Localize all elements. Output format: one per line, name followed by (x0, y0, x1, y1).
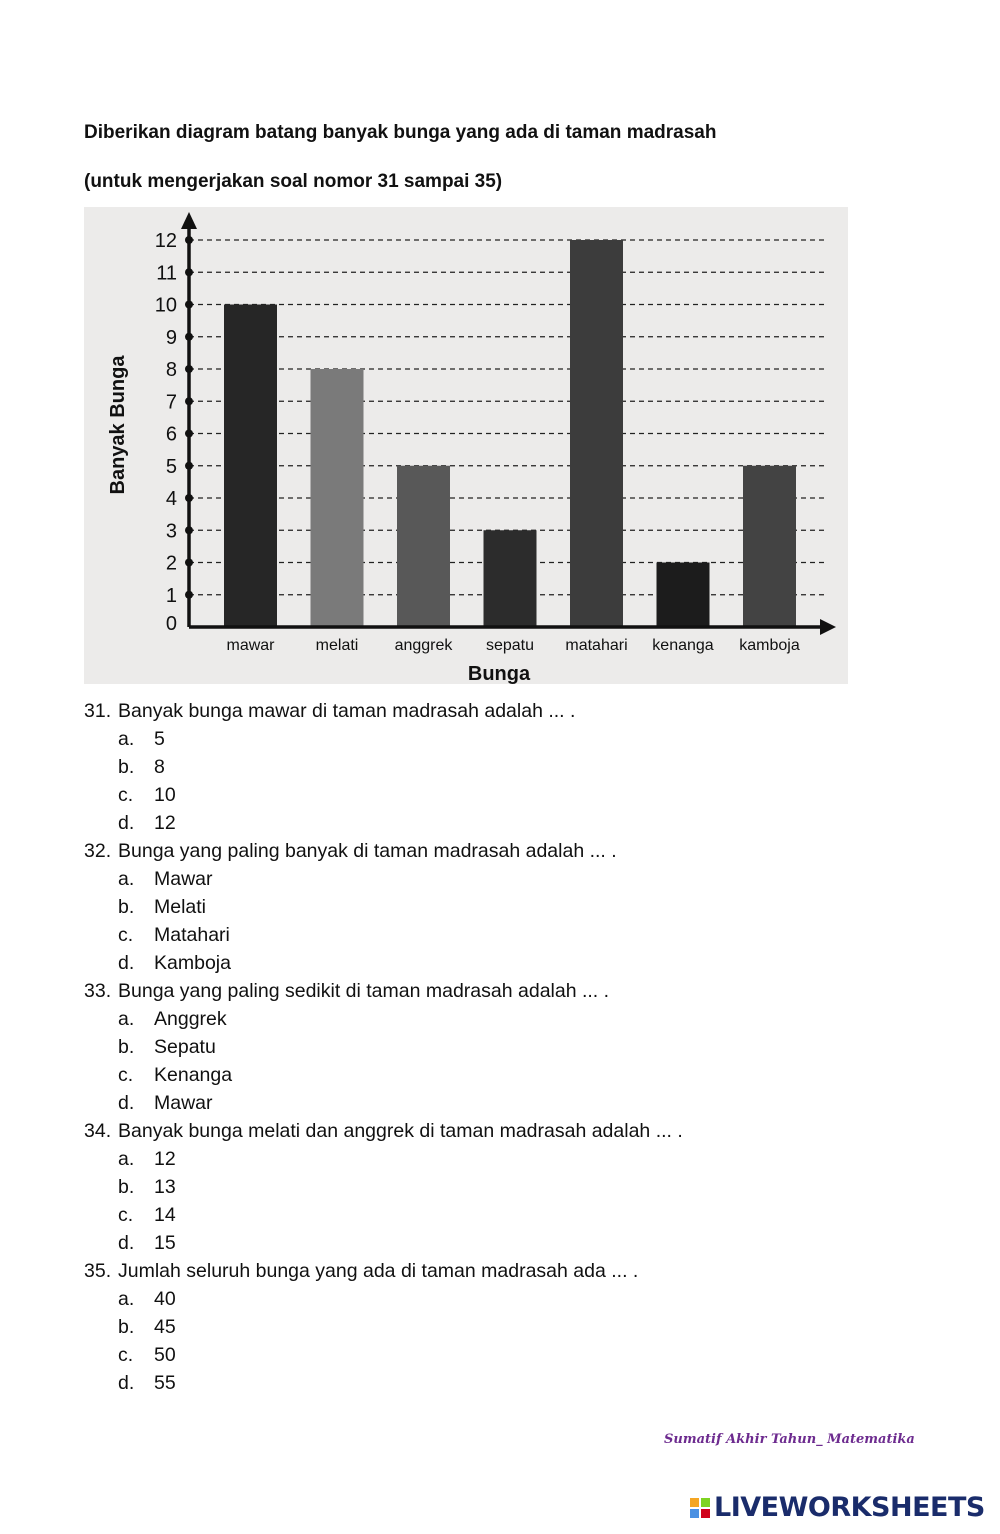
x-tick-label: sepatu (485, 637, 535, 654)
question-text (84, 837, 884, 865)
answer-option[interactable] (118, 1313, 884, 1341)
x-tick-label: kamboja (739, 637, 800, 654)
option-letter: d. (118, 1092, 135, 1114)
option-text: 45 (154, 1316, 176, 1338)
y-axis-arrow (181, 212, 197, 229)
option-letter: c. (118, 1064, 134, 1086)
question-text (84, 1257, 884, 1285)
answer-option[interactable] (118, 1285, 884, 1313)
option-letter: b. (118, 1036, 135, 1058)
option-letter: a. (118, 1008, 135, 1030)
option-letter: c. (118, 784, 134, 806)
option-letter: d. (118, 952, 135, 974)
answer-option[interactable] (118, 1061, 884, 1089)
x-tick-label: matahari (565, 637, 628, 654)
y-tick-label: 3 (165, 520, 177, 543)
bar (224, 305, 277, 628)
option-text: Anggrek (154, 1008, 227, 1030)
option-text: 12 (154, 1148, 176, 1170)
logo-square (701, 1498, 710, 1507)
option-letter: b. (118, 756, 135, 778)
logo-square (690, 1498, 699, 1507)
logo-square (701, 1509, 710, 1518)
option-letter: a. (118, 1288, 135, 1310)
y-tick-label: 12 (154, 230, 177, 252)
answer-option[interactable] (118, 1089, 884, 1117)
option-text: Mawar (154, 1092, 213, 1114)
bar-chart (84, 207, 848, 684)
option-list (84, 865, 884, 977)
option-list (84, 1145, 884, 1257)
option-letter: a. (118, 728, 135, 750)
option-list (84, 1005, 884, 1117)
option-letter: b. (118, 896, 135, 918)
option-letter: b. (118, 1316, 135, 1338)
answer-option[interactable] (118, 1173, 884, 1201)
option-text: 40 (154, 1288, 176, 1310)
answer-option[interactable] (118, 753, 884, 781)
y-tick-label: 4 (165, 488, 177, 510)
question-list (84, 697, 884, 1397)
bar-chart-svg (84, 207, 848, 684)
y-tick-label: 11 (156, 262, 177, 285)
question-stem: Jumlah seluruh bunga yang ada di taman madrasah ada ... . (118, 1260, 639, 1282)
question-text (84, 697, 884, 725)
footer-note: Sumatif Akhir Tahun_ Matematika (664, 1432, 915, 1447)
question-number: 32. (84, 840, 112, 862)
answer-option[interactable] (118, 1033, 884, 1061)
bar (657, 563, 710, 628)
option-text: Melati (154, 896, 207, 918)
option-text: Sepatu (154, 1036, 216, 1058)
answer-option[interactable] (118, 1341, 884, 1369)
option-letter: c. (118, 1344, 134, 1366)
x-tick-label: mawar (226, 637, 275, 654)
answer-option[interactable] (118, 809, 884, 837)
question-block (84, 837, 884, 977)
option-text: 13 (154, 1176, 176, 1198)
answer-option[interactable] (118, 1201, 884, 1229)
option-letter: d. (118, 812, 135, 834)
brand-text: LIVEWORKSHEETS (714, 1492, 985, 1523)
option-text: Mawar (154, 868, 213, 890)
option-letter: d. (118, 1372, 135, 1394)
liveworksheets-icon (690, 1498, 710, 1518)
brand-logo[interactable] (690, 1492, 985, 1523)
worksheet-subheading: (untuk mengerjakan soal nomor 31 sampai 35) (84, 171, 503, 192)
question-number: 34. (84, 1120, 112, 1142)
question-block (84, 1117, 884, 1257)
y-tick-label: 7 (165, 391, 177, 414)
option-text: Matahari (154, 924, 230, 946)
option-letter: b. (118, 1176, 135, 1198)
logo-square (690, 1509, 699, 1518)
bar (570, 240, 623, 627)
y-tick-label: 1 (165, 584, 177, 607)
answer-option[interactable] (118, 865, 884, 893)
option-list (84, 1285, 884, 1397)
question-block (84, 1257, 884, 1397)
answer-option[interactable] (118, 1229, 884, 1257)
y-tick-label: 9 (165, 326, 177, 349)
worksheet-heading: Diberikan diagram batang banyak bunga yang ada di taman madrasah (84, 122, 717, 143)
option-text: 14 (154, 1204, 176, 1226)
option-text: 50 (154, 1344, 176, 1366)
question-stem: Banyak bunga mawar di taman madrasah adalah ... . (118, 700, 576, 722)
bar (743, 466, 796, 627)
x-axis-arrow (820, 619, 836, 635)
x-tick-label: anggrek (394, 637, 453, 654)
x-tick-label: kenanga (652, 637, 714, 654)
answer-option[interactable] (118, 781, 884, 809)
option-letter: c. (118, 1204, 134, 1226)
option-letter: a. (118, 868, 135, 890)
question-number: 31. (84, 700, 112, 722)
question-block (84, 697, 884, 837)
question-stem: Bunga yang paling sedikit di taman madrasah adalah ... . (118, 980, 610, 1002)
option-list (84, 725, 884, 837)
option-letter: d. (118, 1232, 135, 1254)
option-text: Kamboja (154, 952, 231, 974)
option-text: Kenanga (154, 1064, 233, 1086)
y-tick-label: 10 (154, 294, 177, 317)
y-tick-label: 0 (165, 613, 177, 635)
bar (397, 466, 450, 627)
y-tick-label: 8 (165, 359, 177, 381)
option-text: 15 (154, 1232, 176, 1254)
x-tick-label: melati (315, 637, 359, 654)
question-block (84, 977, 884, 1117)
question-stem: Banyak bunga melati dan anggrek di taman madrasah adalah ... . (118, 1120, 683, 1142)
y-tick-label: 2 (165, 552, 177, 575)
answer-option[interactable] (118, 921, 884, 949)
option-text: 5 (154, 728, 165, 750)
answer-option[interactable] (118, 1145, 884, 1173)
option-letter: a. (118, 1148, 135, 1170)
bar (311, 369, 364, 627)
option-text: 12 (154, 812, 176, 834)
answer-option[interactable] (118, 1369, 884, 1397)
option-text: 10 (154, 784, 176, 806)
option-text: 8 (154, 756, 165, 778)
y-axis-label: Banyak Bunga (107, 355, 129, 495)
question-text (84, 1117, 884, 1145)
y-tick-label: 6 (165, 423, 177, 446)
answer-option[interactable] (118, 725, 884, 753)
answer-option[interactable] (118, 893, 884, 921)
answer-option[interactable] (118, 1005, 884, 1033)
bar (484, 530, 537, 627)
x-axis-label: Bunga (467, 663, 531, 684)
question-stem: Bunga yang paling banyak di taman madrasah adalah ... . (118, 840, 617, 862)
y-tick-label: 5 (165, 455, 177, 478)
answer-option[interactable] (118, 949, 884, 977)
question-number: 35. (84, 1260, 112, 1282)
option-text: 55 (154, 1372, 176, 1394)
question-number: 33. (84, 980, 112, 1002)
option-letter: c. (118, 924, 134, 946)
question-text (84, 977, 884, 1005)
